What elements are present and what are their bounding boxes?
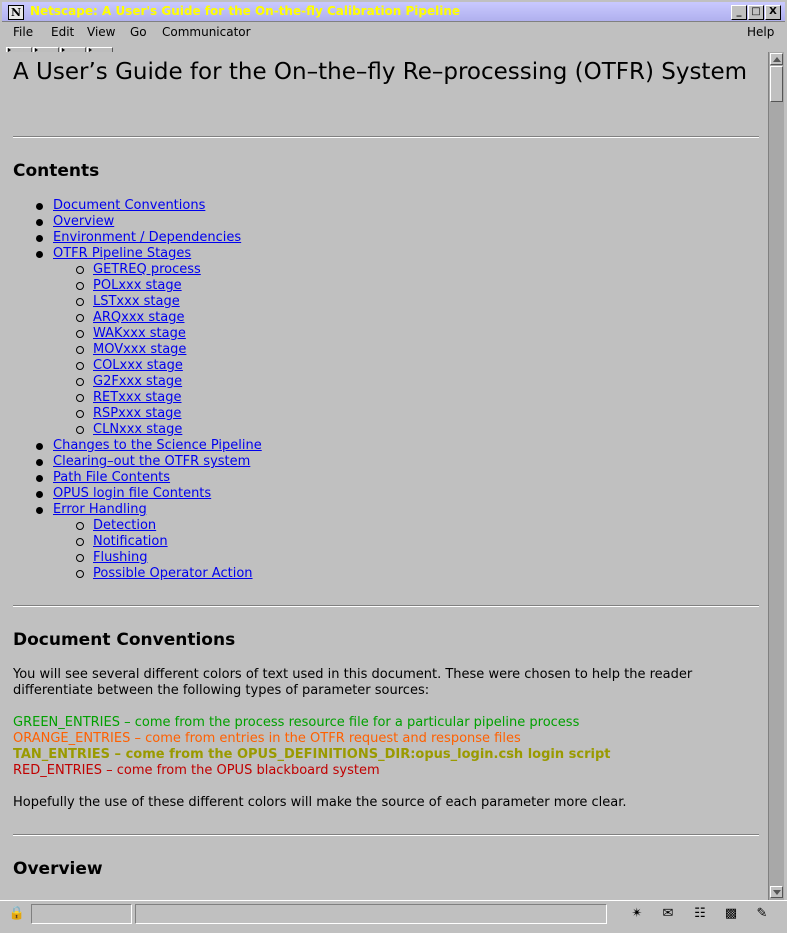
toc-link[interactable]: RSPxxx stage (93, 406, 182, 421)
toc-item (13, 262, 262, 278)
divider (13, 136, 759, 138)
toc-item (13, 390, 262, 406)
toc-link[interactable]: Changes to the Science Pipeline (53, 438, 262, 453)
menu-communicator[interactable]: Communicator (162, 25, 251, 39)
toc-link[interactable]: Overview (53, 214, 115, 229)
toc-item (13, 422, 262, 438)
toc-item (13, 438, 262, 454)
toc-item (13, 502, 262, 518)
scroll-up-arrow-icon[interactable] (770, 53, 783, 65)
toc-link[interactable]: Notification (93, 534, 168, 549)
toc-item (13, 518, 262, 534)
toc-link[interactable]: Flushing (93, 550, 148, 565)
minimize-button[interactable]: _ (731, 5, 747, 20)
toc-item (13, 326, 262, 342)
conventions-outro: Hopefully the use of these different colors will make the source of each parameter more clear. (13, 795, 627, 810)
toc-link[interactable]: G2Fxxx stage (93, 374, 183, 389)
page-content (2, 52, 767, 900)
close-button[interactable]: X (765, 5, 781, 20)
toc-link[interactable]: POLxxx stage (93, 278, 182, 293)
toc-link[interactable]: Error Handling (53, 502, 147, 517)
toc-link[interactable]: Path File Contents (53, 470, 171, 485)
menu-file[interactable]: File (13, 25, 34, 39)
toc-item (13, 294, 262, 310)
mail-icon[interactable]: ✉ (662, 906, 674, 921)
progress-field (31, 904, 132, 924)
conventions-intro: You will see several different colors of text used in this document. These were chosen to help the reader differentiate between the following types of parameter sources: (13, 667, 693, 698)
maximize-button[interactable]: □ (748, 5, 764, 20)
toc-item (13, 470, 262, 486)
toc-item (13, 342, 262, 358)
toc-item (13, 374, 262, 390)
toc-link[interactable]: Document Conventions (53, 198, 206, 213)
table-of-contents (13, 198, 262, 582)
toc-item (13, 310, 262, 326)
status-message-field (135, 904, 607, 924)
toc-link[interactable]: Environment / Dependencies (53, 230, 242, 245)
toc-item (13, 230, 262, 246)
collapsed-toolbars (6, 43, 116, 51)
toc-link[interactable]: OTFR Pipeline Stages (53, 246, 192, 261)
menu-edit[interactable]: Edit (51, 25, 75, 39)
netscape-logo-icon: N (8, 5, 24, 20)
toc-link[interactable]: ARQxxx stage (93, 310, 185, 325)
toc-link[interactable]: COLxxx stage (93, 358, 183, 373)
contents-heading: Contents (13, 161, 100, 181)
toc-item (13, 486, 262, 502)
toc-link[interactable]: GETREQ process (93, 262, 201, 277)
toc-item (13, 550, 262, 566)
discussions-icon[interactable]: ☷ (694, 906, 706, 921)
toc-link[interactable]: WAKxxx stage (93, 326, 186, 341)
menu-go[interactable]: Go (130, 25, 147, 39)
security-lock-icon[interactable]: 🔒 (8, 906, 26, 921)
toc-link[interactable]: Detection (93, 518, 157, 533)
toc-item (13, 534, 262, 550)
conventions-heading: Document Conventions (13, 630, 236, 650)
toc-item (13, 214, 262, 230)
scroll-down-arrow-icon[interactable] (770, 886, 783, 898)
orange-entries-text: ORANGE_ENTRIES – come from entries in the OTFR request and response files (13, 731, 521, 746)
status-bar (0, 900, 787, 933)
toc-link[interactable]: CLNxxx stage (93, 422, 183, 437)
toc-link[interactable]: Clearing–out the OTFR system (53, 454, 251, 469)
menu-help[interactable]: Help (747, 25, 775, 39)
divider (13, 605, 759, 607)
menu-view[interactable]: View (87, 25, 116, 39)
toc-link[interactable]: Possible Operator Action (93, 566, 253, 581)
toc-item (13, 454, 262, 470)
toc-link[interactable]: OPUS login file Contents (53, 486, 212, 501)
toc-item (13, 358, 262, 374)
toc-item (13, 246, 262, 262)
toc-item (13, 278, 262, 294)
scroll-thumb[interactable] (770, 66, 783, 102)
navigator-icon[interactable]: ✴ (631, 906, 643, 921)
green-entries-text: GREEN_ENTRIES – come from the process resource file for a particular pipeline process (13, 715, 580, 730)
toc-link[interactable]: LSTxxx stage (93, 294, 180, 309)
menu-bar (0, 22, 787, 42)
page-title: A User’s Guide for the On–the–fly Re–processing (OTFR) System (13, 59, 748, 85)
toc-item (13, 406, 262, 422)
composer-icon[interactable]: ▩ (724, 906, 738, 921)
edit-icon[interactable]: ✎ (756, 906, 768, 921)
toc-item (13, 566, 262, 582)
red-entries-text: RED_ENTRIES – come from the OPUS blackboard system (13, 763, 380, 778)
title-bar (2, 2, 785, 22)
vertical-scrollbar[interactable] (768, 52, 784, 900)
divider (13, 834, 759, 836)
window-title: Netscape: A User's Guide for the On-the-fly Calibration Pipeline (30, 4, 461, 18)
tan-entries-text: TAN_ENTRIES – come from the OPUS_DEFINITIONS_DIR:opus_login.csh login script (13, 747, 611, 762)
overview-heading: Overview (13, 859, 103, 879)
toc-link[interactable]: MOVxxx stage (93, 342, 187, 357)
toc-link[interactable]: RETxxx stage (93, 390, 182, 405)
toc-item (13, 198, 262, 214)
